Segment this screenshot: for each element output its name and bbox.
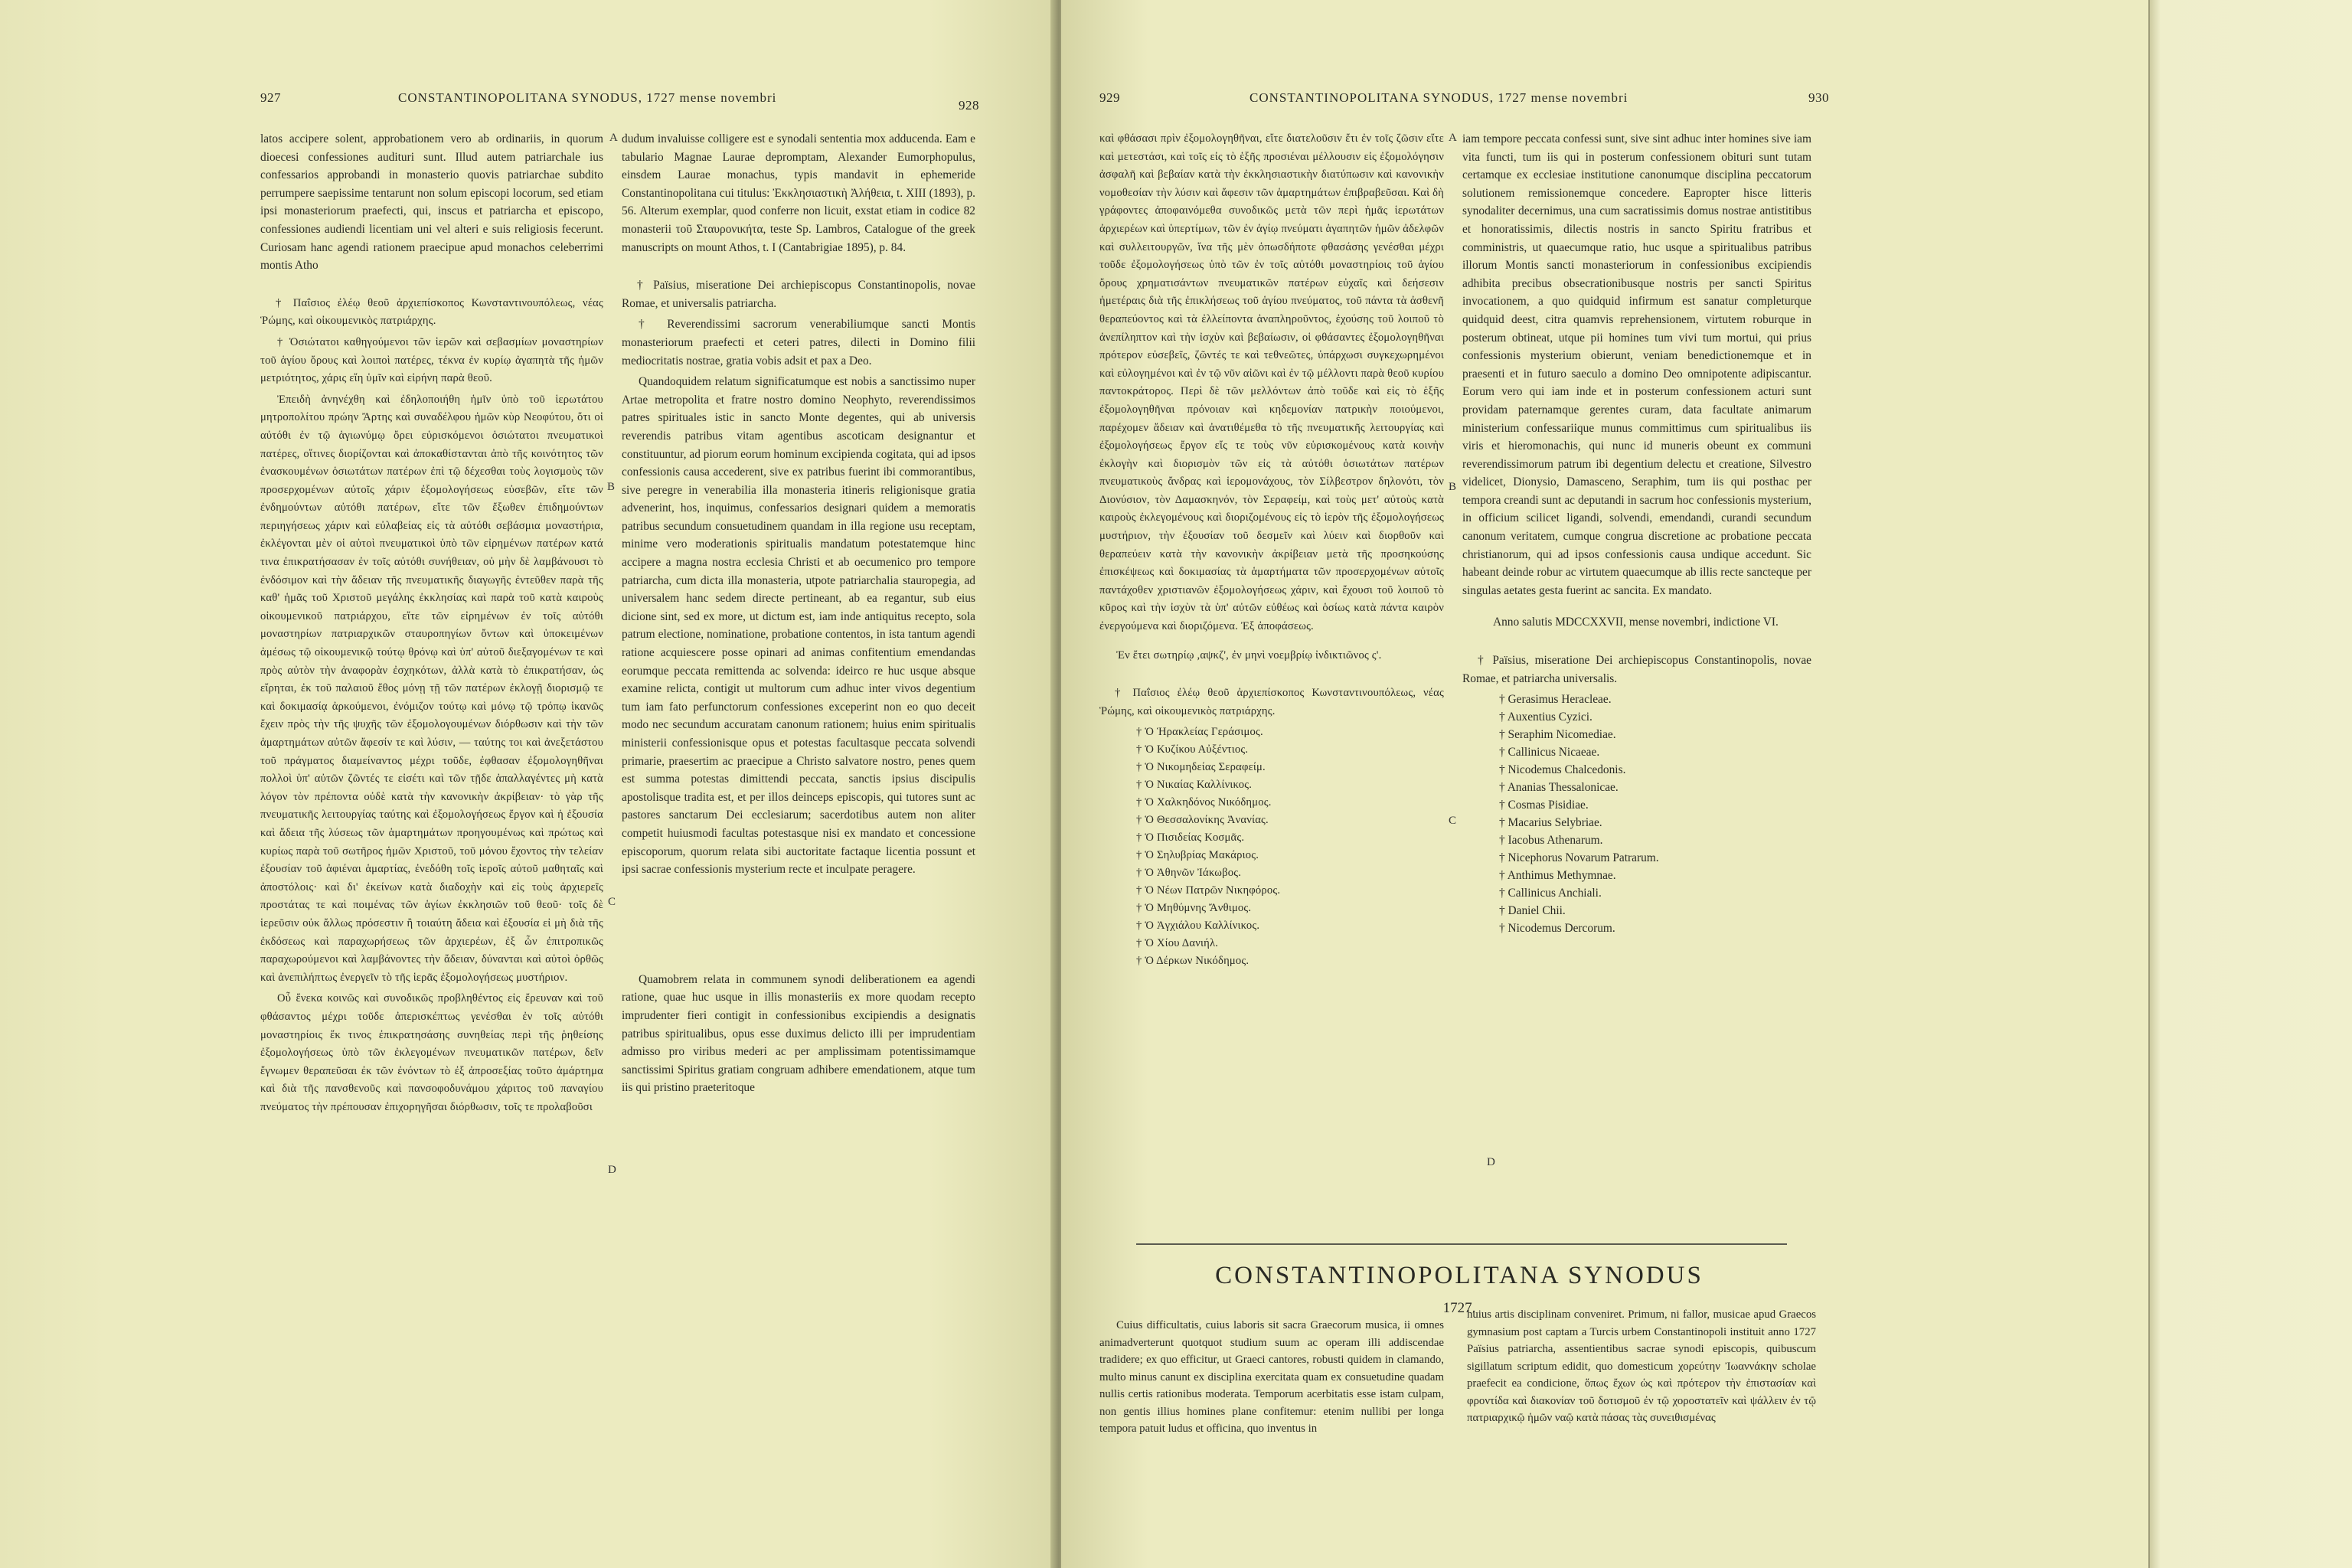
margin-letter: A [609,132,618,144]
list-item: † Ὁ Δέρκων Νικόδημος. [1136,955,1250,968]
latin-paragraph: Quandoquidem relatum significatumque est nobis a sanctissimo nuper Artae metropolita et fratre nostro domino Neophyto, reverendissimos patres spirituales istic in sancto Monte degentes, qui ab universis reverendis patribus vitam agentibus ascoticam designantur et constituuntur, ad piorum eorum hominum excipienda cogitata, qui ad ipsos confessionis causa accederent, sive ex patribus fuerint ibi commorantibus, sive peregre in venerabilia illa monasteria itineris religionisque gratia advenerint, hos, inquimus, confessarios designari quidem a memoratis patribus secundum consuetudinem quandam in illa regione usu receptam, minime vero moderationis spiritualis mandatum potestatemque hinc accipere a magna nostra ecclesia Christi et ab oecumenico pro tempore patriarcha, cum dicta illa monasteria, utpote patriarchalia stauropegia, ad universalem hanc sedem directe pertineant, ab ea regantur, sub eius dicione sint, sed ex more, ut dictum est, iam inde antiquitus recepto, sola patrum electione, nominatione, probatione contentos, in ista tantum agendi ratione acquiescere posse opinari ad animas confitentium emendandas eorumque peccata remittenda ac solvenda: ideirco re huc usque absque examine relicta, contigit ut multorum cum adhuc inter vivos degentium tum iam fato perfunctorum confessiones exceperint non eo quo deceit modo nec secundum accuratam canonum rationem; huius enim spiritualis ministerii confessionisque opus et potestas facultasque peccata solvendi primarie, praesertim ac praecipue a Christo salvatore nostro, penes quem est summa potestas dimittendi peccata, sanctis ipsius discipulis apostolisque tradita est, et per illos deinceps episcopis, qui tutores sunt ac pastores sanctarum Dei ecclesiarum; sacerdotibus autem non aliter competit huiusmodi facultas potestasque nisi ex mandato et concessione episcoporum, quorum relata sibi auctoritate factaque licentia possunt et ipsi sacrae confessionis mysterium recte et inculpate peragere. [622,375,975,877]
margin-letter: B [1449,481,1457,493]
latin-paragraph: iam tempore peccata confessi sunt, sive sint adhuc inter homines sive iam vita functi, tum iis qui in posterum confessionem obituri sunt tutam certamque ex ecclesiae institutione canonumque disciplina peccatorum solutionem remissionemque concedere. Eapropter hisce litteris synodaliter decernimus, una cum sacratissimis domus nostrae antistitibus et honoratissimis, dilectis nostris in sancto Spiritu fratribus et comministris, ut quaecumque ratio, huc usque a spiritualibus patribus illorum Montis sancti monasteriorum in confessionibus excipiendis adhibita precibus obsecrationibusque nostris per sancti Spiritus invocationem, a quo quidquid infirmum est sanatur completurque quidquid deest, citra quamvis reprehensionem, virtutem roburque in posterum obtineat, utque pii homines tum vivi tum mortui, qui prius confessionis mysterium obierunt, veniam benedictionemque et in praesenti et in futuro saeculo a domino Deo omnipotente adipiscantur. Eorum vero qui iam inde et in posterum confessionem acturi sunt providam paternamque gerentes curam, data facultate animarum ministerium confessariique munus committimus cum spiritualibus iis viris et hieromonachis, qui nunc id muneris obeunt ex communi reverendissimorum patrum ibi degentium delectu et creatione, Silvestro videlicet, Dionysio, Damasceno, Seraphim, tum iis qui posthac per tempora creandi sunt ac deputandi in sacrum hoc confessionis mysterium, in officium scilicet ligandi, solvendi, emendandi, curandi secundum canonum veritatem, cumque congrua discretione ac probatione peccata christianorum, qui ad ipsos confessionis causa undique accedunt. Sic habeant deinde robur ac virtutem quaecumque ab illis recte sancteque per singulas aetates gesta fuerint ac sancita. Ex mandato. [1462,132,1811,597]
left-page [0,0,1055,1568]
next-page-edge [2148,0,2352,1568]
list-item: † Daniel Chii. [1499,904,1566,918]
list-item: † Ὁ Χίου Δανιήλ. [1136,937,1219,950]
latin-column [1462,130,1811,937]
list-item: † Ananias Thessalonicae. [1499,781,1619,795]
latin-signature: † Païsius, miseratione Dei archiepiscopus Constantinopolis, novae Romae, et patriarcha universalis. [1462,654,1811,685]
section-year: 1727. [1442,1300,1476,1316]
section-rule [1136,1243,1787,1245]
list-item: † Ὁ Ἀγχιάλου Καλλίνικος. [1136,920,1260,933]
signers-list [1462,691,1811,937]
greek-paragraph: Οὗ ἕνεκα κοινῶς καὶ συνοδικῶς προβληθέντος εἰς ἔρευναν καὶ τοῦ φθάσαντος μέχρι τοῦδε ἀπερισκέπτως γενέσθαι ἐν τοῖς αὐτόθι μοναστηρίοις ἔκ τινος ἐπικρατησάσης συνηθείας περὶ τῆς ῥηθείσης ἐξομολογήσεως ὑπὸ τῶν ἐκλεγομένων πνευματικῶν πατέρων, δεῖν ἔγνωμεν θεραπεῦσαι ἐκ τῶν ἐνόντων τὸ ἐξ ἀπροσεξίας τοῦτο ἁμάρτημα καὶ διὰ τῆς πανσθενοῦς καὶ πανσοφοδυνάμου χάριτος τοῦ παναγίου πνεύματος τὴν πρέπουσαν ἐπιχορηγῆσαι διόρθωσιν, τοῖς τε προλαβοῦσι [260,992,603,1113]
greek-paragraph: καὶ φθάσασι πρὶν ἐξομολογηθῆναι, εἴτε διατελοῦσιν ἔτι ἐν τοῖς ζῶσιν εἴτε καὶ μετεστάσι, καὶ τοῖς εἰς τὸ ἑξῆς προσιέναι μέλλουσιν εἰς ἐξομολόγησιν ἀσφαλῆ καὶ βεβαίαν κατὰ τὴν ἐκκλησιαστικὴν διατύπωσιν καὶ κανονικὴν νομοθεσίαν τὴν λύσιν καὶ ἄφεσιν τῶν ἁμαρτημάτων ἐπιβραβεῦσαι. Καὶ δὴ γράφοντες ἀποφαινόμεθα συνοδικῶς μετὰ τῶν περὶ ἡμᾶς ἱερωτάτων ἀρχιερέων καὶ ὑπερτίμων, τῶν ἐν ἁγίῳ πνεύματι ἀγαπητῶν ἡμῶν ἀδελφῶν καὶ συλλειτουργῶν, ἵνα τῆς μὲν ὁπωσδήποτε φθασάσης γενέσθαι μέχρι τοῦδε ἐξομολογήσεως ὑπὸ τῶν ἐν τοῖς αὐτόθι μοναστηρίοις τοῦ ἁγίου ὄρους χρηματισάντων πνευματικῶν πατέρων εὐχαῖς καὶ δεήσεσιν ἡμετέραις διὰ τῆς ἐπικλήσεως τοῦ ἁγίου πνεύματος, τοῦ πάντα τὰ ἀσθενῆ θεραπεύοντος καὶ τὰ ἐλλείποντα ἀναπληροῦντος, ἐχούσης τοῦ λοιποῦ τὸ ἀνεπίληπτον καὶ τὴν ἰσχὺν καὶ βεβαίωσιν, οἱ φθάσαντες ἐξομολογηθῆναι πρότερον εὐσεβεῖς, ζῶντές τε καὶ τεθνεῶτες, ὑπάρχωσι συγκεχωρημένοι καὶ εὐλογημένοι καὶ ἐν τῷ νῦν αἰῶνι καὶ ἐν τῷ μέλλοντι παρὰ θεοῦ κυρίου παντοκράτορος. Περὶ δὲ τῶν μελλόντων ἀπὸ τοῦδε καὶ εἰς τὸ ἑξῆς ἐξομολογηθῆναι πρόνοιαν καὶ κηδεμονίαν πατρικὴν ποιούμενοι, παρέχομεν ἄδειαν καὶ ἀνατιθέμεθα τὸ τῆς πνευματικῆς λειτουργίας καὶ ἐξομολογήσεως ἔργον εἴς τε τοὺς νῦν εὑρισκομένους κατὰ κοινὴν ἐκλογὴν καὶ διορισμὸν τῶν εἰς τὰ αὐτόθι ὁσιωτάτων πατέρων πνευματικοὺς ἄνδρας καὶ ἱερομονάχους, τὸν Σίλβεστρον δηλονότι, τὸν Διονύσιον, τὸν Δαμασκηνόν, τὸν Σεραφείμ, καὶ τοὺς μετ' αὐτοὺς κατὰ καιροὺς ἐκλεγομένους καὶ διοριζομένους εἰς τὸ ἱερὸν τῆς ἐξομολογήσεως μυστήριον, τὴν ἐξουσίαν τοῦ δεσμεῖν καὶ λύειν καὶ διορθοῦν καὶ θεραπεύειν κατὰ τὴν κανονικὴν ἀκρίβειαν μετὰ τῆς προσηκούσης ἐπισκέψεως καὶ δοκιμασίας τὰ ἁμαρτήματα τῶν προσερχομένων αὐτοῖς παντάχοθεν χριστιανῶν ἐξομολογήσεως χάριν, καὶ ἔχουσι τοῦ λοιποῦ τὸ κῦρος καὶ τὴν ἰσχὺν τὰ ὑπ' αὐτῶν εὐθέως καὶ ὁσίως κατὰ πάντα καιρὸν ἐνεργούμενα καὶ διοριζόμενα. Ἐξ ἀποφάσεως. [1099,132,1444,633]
running-title: CONSTANTINOPOLITANA SYNODUS, 1727 mense novembri [398,90,777,105]
list-item: † Ὁ Ἡρακλείας Γεράσιμος. [1136,726,1263,739]
list-item: † Seraphim Nicomediae. [1499,728,1616,742]
list-item: † Ὁ Πισιδείας Κοσμᾶς. [1136,831,1245,844]
list-item: † Ὁ Νέων Πατρῶν Νικηφόρος. [1136,884,1281,897]
greek-signature: † Παΐσιος ἐλέῳ θεοῦ ἀρχιεπίσκοπος Κωνσταντινουπόλεως, νέας Ῥώμης, καὶ οἰκουμενικὸς πατριάρχης. [260,296,603,328]
list-item: † Auxentius Cyzici. [1499,710,1592,724]
margin-letter: D [1487,1156,1495,1168]
list-item: † Gerasimus Heracleae. [1499,693,1612,707]
list-item: † Ὁ Σηλυβρίας Μακάριος. [1136,849,1259,862]
greek-column [1099,130,1444,970]
latin-signature: † Païsius, miseratione Dei archiepiscopus Constantinopolis, novae Romae, et universalis patriarcha. [622,279,975,310]
list-item: † Anthimus Methymnae. [1499,869,1616,883]
margin-letter: B [607,481,616,493]
margin-letter: C [608,896,616,908]
list-item: † Callinicus Nicaeae. [1499,746,1600,760]
page-number: 928 [959,98,979,113]
list-item: † Ὁ Νικομηδείας Σεραφείμ. [1136,761,1266,774]
section-column [1099,1317,1444,1441]
latin-intro: latos accipere solent, approbationem vero ab ordinariis, in quorum dioecesi confessiones audituri sunt. Illud autem patriarchale ius confessarios approbandi in monasterio quovis patriarchae subdito perrumpere saepissime tentarunt non solum episcopi locorum, sed etiam ipsi monasteriorum praefecti, qui, inscus et patriarcha et episcopo, confessiones audiendi licentiam uni vel alteri e suis religiosis fecerunt. Curiosam hanc agendi rationem praecipue apud monachos celeberrimi montis Atho [260,132,603,273]
page-number: 929 [1099,90,1120,105]
list-item: † Nicodemus Chalcedonis. [1499,763,1626,777]
section-title: CONSTANTINOPOLITANA SYNODUS [1215,1262,1704,1289]
latin-paragraph: Quamobrem relata in communem synodi deliberationem ea agendi ratione, quae huc usque in illis monasteriis ex more quodam recepto imprudenter fieri contigit in confessionibus excipiendis a designatis patribus spiritualibus, opus esse duximus delicto illi per imprudentiam admisso pro viribus mederi ac per amplissimam potentissimamque sanctissimi Spiritus gratiam congruam adhibere emendationem, atque tum iis qui pristino praeteritoque [622,972,975,1095]
margin-letter: D [608,1164,616,1176]
list-item: † Macarius Selybriae. [1499,816,1602,830]
list-item: † Ὁ Μηθύμνης Ἄνθιμος. [1136,902,1252,915]
section-paragraph: Cuius difficultatis, cuius laboris sit sacra Graecorum musica, ii omnes animadverterunt quotquot studium suum ac operam illi addiscendae tradidere; ex quo efficitur, ut Graeci cantores, robusti quidem in clamando, multo minus canunt ex disciplina exercitata quam ex consuetudine quadam nullis certis rationibus moderata. Temporum acerbitatis esse istam culpam, non gentis illius homines plane confitemur: etenim nullibi per longa tempora patuit ludus et officina, quo inventus in [1099,1319,1444,1435]
greek-column [260,130,603,1119]
greek-signature: † Παΐσιος ἐλέῳ θεοῦ ἀρχιεπίσκοπος Κωνσταντινουπόλεως, νέας Ῥώμης, καὶ οἰκουμενικὸς πατριάρχης. [1099,687,1444,717]
list-item: † Ὁ Θεσσαλονίκης Ἀνανίας. [1136,814,1269,827]
right-page [1061,0,2148,1568]
greek-paragraph: Ἐπειδὴ ἀνηνέχθη καὶ ἐδηλοποιήθη ἡμῖν ὑπὸ τοῦ ἱερωτάτου μητροπολίτου πρώην Ἄρτης καὶ συναδέλφου ἡμῶν κὺρ Νεοφύτου, ὅτι οἱ αὐτόθι ἐν τῷ ἁγιωνύμῳ ὄρει εὑρισκόμενοι ὁσιώτατοι πνευματικοὶ πατέρες, οἵτινες διορίζονται καὶ ἀποκαθίστανται ἀπὸ τῆς κοινότητος τῶν ἐνασκουμένων ὁσιωτάτων πατέρων ἐπὶ τῷ δέχεσθαι τοὺς λογισμοὺς τῶν προσερχομένων αὐτοῖς χάριν ἐξομολογήσεως εὐσεβῶν, εἴτε τῶν ἐνδημούντων αὐτόθι πατέρων, εἴτε τῶν ἔξωθεν ἐπιδημούντων περιηγήσεως χάριν καὶ εὐλαβείας εἰς τὰ αὐτόθι σεβάσμια μοναστήρια, ἐκλέγονται μὲν οἱ αὐτοὶ πνευματικοὶ ὑπὸ τῶν εἰρημένων πατέρων κατά τινα ἐπικρατήσασαν ἐν τοῖς αὐτόθι συνήθειαν, οὐ μὴν δὲ λαμβάνουσι τὸ ἐνδόσιμον καὶ τὴν ἄδειαν τῆς πνευματικῆς διαγωγῆς ἐντεῦθεν παρὰ τῆς καθ' ἡμᾶς τοῦ Χριστοῦ μεγάλης ἐκκλησίας καὶ παρὰ τοῦ κατὰ καιροὺς οἰκουμενικοῦ πατριάρχου, εἴτε τῶν εἰρημένων ἐν τοῖς αὐτόθι μοναστηρίων πατριαρχικῶν σταυροπηγίων ὄντων καὶ ὑποκειμένων ἀμέσως τῷ οἰκουμενικῷ τούτῳ θρόνῳ καὶ ὑπ' αὐτοῦ διεξαγομένων τε καὶ πρὸς αὐτὸν τὴν ἀναφορὰν ἐσχηκότων, ἀλλὰ κατὰ τὸ ἐπικρατήσαν, ὡς εἴρηται, ἐκ τοῦ παλαιοῦ ἔθος μόνῃ τῇ τῶν πατέρων ἐκλογῇ διορισμῷ τε καὶ δοκιμασίᾳ ἀρκούμενοι, ἐνόμιζον τούτῳ καὶ μόνῳ τῷ τρόπῳ ἱκανῶς ἔχειν πρὸς τὴν τῆς ψυχῆς τῶν ἐξομολογουμένων διόρθωσιν καὶ τὴν τῶν ἁμαρτημάτων αὐτῶν ἄφεσίν τε καὶ λύσιν, — ταύτης τοι καὶ ἀνεξετάστου τοῦ πράγματος διαμείναντος μέχρι τοῦδε, ἐφθασαν ἐξομολογηθῆναι πολλοὶ ὑπ' αὐτῶν ζῶντές τε εἰσέτι καὶ τῶν τῇδε ἀπαλλαγέντες μὴ κατὰ λόγον τὸν πρέποντα οὐδὲ κατὰ τὴν κανονικὴν ἀκρίβειαν· τὸ γὰρ τῆς πνευματικῆς λειτουργίας ταύτης καὶ ἐξομολογήσεως ἔργον καὶ ἡ ἐξουσία καὶ ἄδεια τῆς λύσεως τῶν ἁμαρτημάτων προηγουμένως καὶ πρώτως καὶ κυρίως παρὰ τοῦ σωτῆρος ἡμῶν Χριστοῦ, τοῦ μόνου ἔχοντος τὴν τελείαν ἐξουσίαν τοῦ ἀφιέναι ἁμαρτίας, ἐνεδόθη τοῖς ἱεροῖς αὐτοῦ μαθηταῖς καὶ ἀποστόλοις· καὶ δι' ἐκείνων κατὰ διαδοχὴν καὶ εἰς τοὺς ἀρχιερεῖς προστάτας τε καὶ ποιμένας τῶν ἁγίων ἐκκλησιῶν τοῦ θεοῦ· τοῖς δὲ ἱερεῦσιν οὐκ ἄλλως πρόσεστιν ἢ τοιαύτη ἄδεια καὶ ἐξουσία εἰ μὴ διὰ τῆς ἐκδόσεως καὶ παραχωρήσεως τῶν ἀρχιερέων, ἐξ ὧν ἐπιτροπικῶς παραχωρούμενοι καὶ λαμβάνοντες τὴν ἄδειαν, δύνανται καὶ αὐτοὶ ὀρθῶς καὶ ἀνεπιλήπτως ἐνεργεῖν τὸ τῆς ἱερᾶς ἐξομολογήσεως μυστήριον. [260,393,603,984]
list-item: † Ὁ Νικαίας Καλλίνικος. [1136,779,1253,792]
section-column [1467,1306,1816,1430]
list-item: † Iacobus Athenarum. [1499,834,1603,848]
running-title: CONSTANTINOPOLITANA SYNODUS, 1727 mense novembri [1250,90,1628,105]
list-item: † Ὁ Κυζίκου Αὐξέντιος. [1136,743,1249,756]
margin-letter: A [1449,132,1457,144]
list-item: † Nicodemus Dercorum. [1499,922,1615,936]
section-paragraph: huius artis disciplinam conveniret. Primum, ni fallor, musicae apud Graecos gymnasium post captam a Turcis urbem Constantinopoli instituit anno 1727 Païsius patriarcha, assentientibus sacrae synodi episcopis, quibuscum sigillatum scriptum edidit, quo domesticum χορεύτην Ἰωαννάκην scholae praefecit ea condicione, ὅπως ἔχων ὡς καὶ πρότερον τὴν ἐπιστασίαν καὶ φροντίδα καὶ διακονίαν τοῦ δοτισμοῦ ἐν τῷ χοροστατεῖν καὶ ψάλλειν ἐν τῷ πατριαρχικῷ ἡμῶν ναῷ κατὰ πάσας τὰς συνειθισμένας [1467,1308,1816,1424]
latin-intro: dudum invaluisse colligere est e synodali sententia mox adducenda. Eam e tabulario Magnae Laurae depromptam, Alexander Eumorphopulus, einsdem Laurae monachus, typis mandavit in ephemeride Constantinopolitana cui titulus: Ἐκκλησιαστικὴ Ἀλήθεια, t. XIII (1893), p. 56. Alterum exemplar, quod conferre non licuit, exstat etiam in codice 82 monasterii τοῦ Σταυρονικήτα, teste Sp. Lambros, Catalogue of the greek manuscripts on mount Athos, t. I (Cantabrigiae 1895), p. 84. [622,132,975,254]
list-item: † Nicephorus Novarum Patrarum. [1499,851,1659,865]
latin-column [622,130,975,1100]
signers-list [1099,724,1444,970]
margin-letter: C [1449,815,1457,827]
date-line: Ἐν ἔτει σωτηρίῳ ,αψκζ', ἐν μηνὶ νοεμβρίῳ ἰνδικτιῶνος ς'. [1116,648,1382,662]
list-item: † Ὁ Ἀθηνῶν Ἰάκωβος. [1136,867,1242,880]
page-number: 930 [1808,90,1829,105]
page-edge-line [2148,0,2150,1568]
latin-paragraph: † Reverendissimi sacrorum venerabiliumque sancti Montis monasteriorum praefecti et ceteri patres, dilecti in Domino filii mediocritatis nostrae, gratia vobis adsit et pax a Deo. [622,318,975,368]
list-item: † Callinicus Anchiali. [1499,887,1602,900]
greek-paragraph: † Ὁσιώτατοι καθηγούμενοι τῶν ἱερῶν καὶ σεβασμίων μοναστηρίων τοῦ ἁγίου ὄρους καὶ λοιποὶ πατέρες, τέκνα ἐν κυρίῳ ἀγαπητὰ τῆς ἡμῶν μετριότητος, χάρις εἴη ὑμῖν καὶ εἰρήνη παρὰ θεοῦ. [260,335,603,385]
date-line: Anno salutis MDCCXXVII, mense novembri, indictione VI. [1493,616,1779,629]
list-item: † Cosmas Pisidiae. [1499,799,1589,812]
page-number: 927 [260,90,281,105]
list-item: † Ὁ Χαλκηδόνος Νικόδημος. [1136,796,1272,809]
